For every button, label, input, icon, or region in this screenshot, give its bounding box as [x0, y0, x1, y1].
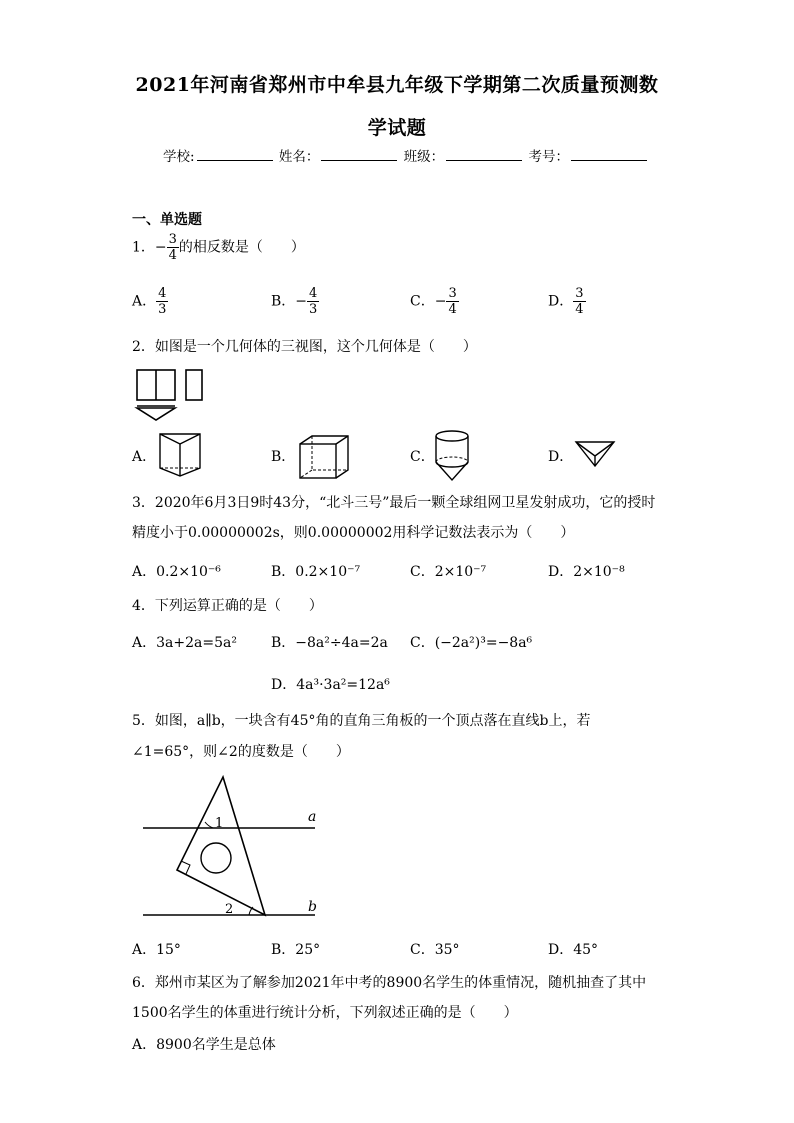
q2-option-d[interactable]: D． [548, 449, 574, 465]
exam-title-line2: 学试题 [367, 117, 427, 139]
section-heading: 一、单选题 [132, 212, 202, 228]
school-blank[interactable] [197, 147, 273, 161]
q2-option-c[interactable]: C． [410, 449, 435, 465]
student-info-row [163, 145, 649, 165]
q1-suffix: 的相反数是（ ） [178, 239, 305, 256]
exam-title-line1: 2021年河南省郑州市中牟县九年级下学期第二次质量预测数 [135, 74, 659, 96]
q5-option-c[interactable]: C．35° [410, 942, 460, 958]
q3-option-d[interactable]: D．2×10⁻⁸ [548, 564, 625, 580]
q4-option-a[interactable]: A．3a+2a=5a² [132, 635, 237, 651]
question-6-line2: 1500名学生的体重进行统计分析，下列叙述正确的是（ ） [132, 1005, 518, 1021]
pyramid-figure [574, 440, 616, 470]
number-blank[interactable] [571, 147, 647, 161]
q4-option-b[interactable]: B．−8a²÷4a=2a [271, 635, 388, 651]
question-2: 2．如图是一个几何体的三视图，这个几何体是（ ） [132, 339, 477, 355]
cube-figure [298, 434, 350, 480]
class-label: 班级： [403, 149, 445, 165]
q5-option-a[interactable]: A．15° [132, 942, 181, 958]
q1-option-b[interactable]: B．− $\frac{4}{3}$ [271, 286, 318, 317]
three-view-figure [136, 368, 216, 422]
q5-option-b[interactable]: B．25° [271, 942, 321, 958]
parallel-lines-triangle-figure [140, 775, 330, 925]
question-1 [132, 232, 305, 263]
q3-option-c[interactable]: C．2×10⁻⁷ [410, 564, 487, 580]
name-label: 姓名： [278, 149, 320, 165]
question-3-line2: 精度小于0.00000002s，则0.00000002用科学记数法表示为（ ） [132, 525, 575, 541]
number-label: 考号： [528, 149, 569, 165]
question-4: 4．下列运算正确的是（ ） [132, 598, 323, 614]
cylinder-cone-figure [434, 428, 474, 484]
q1-option-d[interactable]: D． $\frac{3}{4}$ [548, 286, 584, 317]
school-label: 学校: [163, 149, 195, 165]
q3-option-b[interactable]: B．0.2×10⁻⁷ [271, 564, 361, 580]
q5-option-d[interactable]: D．45° [548, 942, 599, 958]
q2-option-a[interactable]: A． [132, 449, 157, 465]
q1-option-c[interactable]: C．− $\frac{3}{4}$ [410, 286, 457, 317]
q2-option-b[interactable]: B． [271, 449, 296, 465]
q6-option-a[interactable]: A．8900名学生是总体 [132, 1037, 276, 1053]
q1-fraction: $\frac{3}{4}$ [168, 232, 177, 263]
q1-option-a[interactable]: A． $\frac{4}{3}$ [132, 286, 167, 317]
angle-2-label: 2 [225, 902, 234, 917]
q1-prefix: 1．− [132, 239, 167, 256]
q4-option-d[interactable]: D．4a³·3a²=12a⁶ [271, 677, 390, 693]
question-5-line1: 5．如图，a∥b，一块含有45°角的直角三角板的一个顶点落在直线b上，若 [132, 713, 591, 729]
question-6-line1: 6．郑州市某区为了解参加2021年中考的8900名学生的体重情况，随机抽查了其中 [132, 975, 647, 991]
prism-solid-figure [158, 432, 204, 478]
question-3-line1: 3．2020年6月3日9时43分，“北斗三号”最后一颗全球组网卫星发射成功，它的授时 [132, 495, 656, 511]
question-5-line2: ∠1=65°，则∠2的度数是（ ） [132, 744, 350, 760]
line-b-label: b [308, 899, 317, 915]
name-blank[interactable] [321, 147, 397, 161]
angle-1-label: 1 [215, 816, 224, 831]
q4-option-c[interactable]: C．(−2a²)³=−8a⁶ [410, 635, 533, 651]
line-a-label: a [308, 809, 317, 825]
q3-option-a[interactable]: A．0.2×10⁻⁶ [132, 564, 221, 580]
class-blank[interactable] [446, 147, 522, 161]
